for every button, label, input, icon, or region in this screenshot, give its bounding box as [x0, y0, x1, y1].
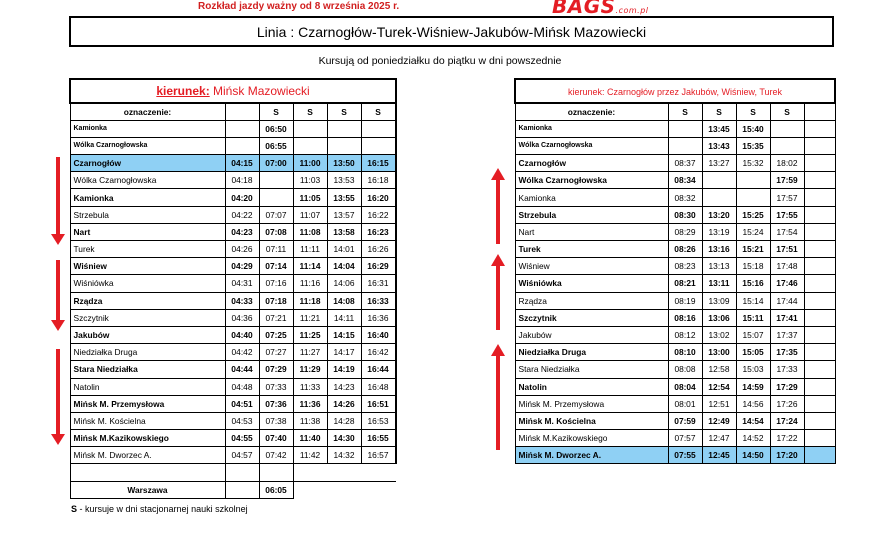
departure-time: 17:41 [770, 309, 804, 326]
stop-name: Wólka Czarnogłowska [515, 172, 668, 189]
departure-time: 14:15 [327, 326, 361, 343]
stop-name: Wiśniówka [515, 275, 668, 292]
departure-time: 17:24 [770, 412, 804, 429]
departure-time: 13:16 [702, 241, 736, 258]
departure-time: 17:35 [770, 344, 804, 361]
stop-name: Kamionka [70, 120, 225, 137]
stop-name: Mińsk M. Dworzec A. [70, 447, 225, 464]
departure-time: 07:21 [259, 309, 293, 326]
stop-name: Szczytnik [70, 309, 225, 326]
designation-cell: S [770, 103, 804, 120]
brand-domain: .com.pl [615, 6, 649, 15]
stop-name: Kamionka [515, 120, 668, 137]
footnote-text: - kursuje w dni stacjonarnej nauki szkolnej [77, 504, 248, 514]
departure-time: 08:23 [668, 258, 702, 275]
departure-time: 16:44 [361, 361, 395, 378]
departure-time: 04:33 [225, 292, 259, 309]
departure-time: 17:51 [770, 241, 804, 258]
stop-name: Stara Niedziałka [70, 361, 225, 378]
departure-time: 08:32 [668, 189, 702, 206]
departure-time: 17:33 [770, 361, 804, 378]
departure-time: 12:54 [702, 378, 736, 395]
arrow-up-icon [491, 254, 505, 330]
departure-time: 07:29 [259, 361, 293, 378]
stop-name: Turek [70, 241, 225, 258]
departure-time: 17:26 [770, 395, 804, 412]
departure-time: 13:53 [327, 172, 361, 189]
departure-time: 04:44 [225, 361, 259, 378]
departure-time: 16:18 [361, 172, 395, 189]
stop-name: Stara Niedziałka [515, 361, 668, 378]
departure-time: 13:00 [702, 344, 736, 361]
departure-time: 08:29 [668, 223, 702, 240]
departure-time: 11:03 [293, 172, 327, 189]
departure-time: 07:27 [259, 344, 293, 361]
departure-time: 14:26 [327, 395, 361, 412]
departure-time: 13:20 [702, 206, 736, 223]
designation-cell: S [668, 103, 702, 120]
departure-time: 16:15 [361, 155, 395, 172]
departure-time: 11:00 [293, 155, 327, 172]
stop-name: Mińsk M. Dworzec A. [515, 447, 668, 464]
designation-label: oznaczenie: [515, 103, 668, 120]
stop-name: Czarnogłów [70, 155, 225, 172]
departure-time: 16:31 [361, 275, 395, 292]
departure-time: 17:20 [770, 447, 804, 464]
stop-name: Wólka Czarnogłowska [70, 172, 225, 189]
stop-name: Niedziałka Druga [70, 344, 225, 361]
validity-note: Rozkład jazdy ważny od 8 września 2025 r. [198, 1, 400, 12]
direction-text: kierunek: Czarnogłów przez Jakubów, Wiśniew, Turek [567, 87, 783, 97]
departure-time: 11:36 [293, 395, 327, 412]
departure-time: 16:33 [361, 292, 395, 309]
stop-name: Warszawa [70, 481, 225, 498]
departure-time: 15:14 [736, 292, 770, 309]
departure-time: 17:59 [770, 172, 804, 189]
departure-time: 07:33 [259, 378, 293, 395]
stop-name: Mińsk M.Kazikowskiego [70, 430, 225, 447]
departure-time: 07:36 [259, 395, 293, 412]
departure-time: 17:55 [770, 206, 804, 223]
brand-name: BAGS [552, 0, 616, 18]
arrow-down-icon [51, 349, 65, 445]
departure-time: 07:00 [259, 155, 293, 172]
departure-time: 04:48 [225, 378, 259, 395]
departure-time: 14:54 [736, 412, 770, 429]
stop-name: Niedziałka Druga [515, 344, 668, 361]
departure-time: 13:55 [327, 189, 361, 206]
departure-time: 13:58 [327, 223, 361, 240]
designation-label: oznaczenie: [70, 103, 225, 120]
stop-name: Wiśniówka [70, 275, 225, 292]
departure-time: 14:17 [327, 344, 361, 361]
departure-time: 08:19 [668, 292, 702, 309]
departure-time: 14:50 [736, 447, 770, 464]
departure-time: 14:28 [327, 412, 361, 429]
departure-time: 13:19 [702, 223, 736, 240]
stop-name: Jakubów [70, 326, 225, 343]
departure-time: 15:18 [736, 258, 770, 275]
departure-time: 17:46 [770, 275, 804, 292]
departure-time: 16:57 [361, 447, 395, 464]
stop-name: Nart [70, 223, 225, 240]
departure-time: 04:42 [225, 344, 259, 361]
departure-time: 14:19 [327, 361, 361, 378]
departure-time: 04:23 [225, 223, 259, 240]
departure-time: 11:11 [293, 241, 327, 258]
departure-time: 07:40 [259, 430, 293, 447]
designation-cell: S [736, 103, 770, 120]
departure-time: 07:16 [259, 275, 293, 292]
departure-time: 08:34 [668, 172, 702, 189]
departure-time: 07:59 [668, 412, 702, 429]
departure-time: 11:05 [293, 189, 327, 206]
departure-time: 04:18 [225, 172, 259, 189]
departure-time: 14:59 [736, 378, 770, 395]
departure-time: 04:31 [225, 275, 259, 292]
arrow-down-icon [51, 157, 65, 245]
designation-cell: S [361, 103, 395, 120]
service-days: Kursują od poniedziałku do piątku w dni powszednie [318, 55, 562, 67]
stop-name: Wiśniew [70, 258, 225, 275]
departure-time: 15:40 [736, 120, 770, 137]
departure-time: 12:51 [702, 395, 736, 412]
departure-time: 08:26 [668, 241, 702, 258]
departure-time: 14:04 [327, 258, 361, 275]
departure-time: 13:45 [702, 120, 736, 137]
departure-time: 07:11 [259, 241, 293, 258]
departure-time: 14:32 [327, 447, 361, 464]
stop-name: Wiśniew [515, 258, 668, 275]
stop-name: Turek [515, 241, 668, 258]
departure-time: 15:11 [736, 309, 770, 326]
stop-name: Natolin [515, 378, 668, 395]
departure-time: 13:57 [327, 206, 361, 223]
departure-time: 15:24 [736, 223, 770, 240]
stop-name: Rządza [70, 292, 225, 309]
departure-time: 14:06 [327, 275, 361, 292]
departure-time: 14:01 [327, 241, 361, 258]
departure-time: 15:21 [736, 241, 770, 258]
departure-time: 04:57 [225, 447, 259, 464]
departure-time: 12:49 [702, 412, 736, 429]
stop-name: Strzebula [515, 206, 668, 223]
departure-time: 17:29 [770, 378, 804, 395]
departure-time: 15:25 [736, 206, 770, 223]
departure-time: 08:30 [668, 206, 702, 223]
departure-time: 11:29 [293, 361, 327, 378]
departure-time: 13:27 [702, 155, 736, 172]
footnote-symbol: S [71, 504, 78, 514]
departure-time: 04:40 [225, 326, 259, 343]
stop-name: Wólka Czarnogłowska [70, 137, 225, 154]
departure-time: 11:14 [293, 258, 327, 275]
departure-time: 17:48 [770, 258, 804, 275]
stop-name: Wólka Czarnogłowska [515, 137, 668, 154]
departure-time: 12:45 [702, 447, 736, 464]
arrow-up-icon [491, 168, 505, 244]
departure-time: 04:20 [225, 189, 259, 206]
departure-time: 16:20 [361, 189, 395, 206]
departure-time: 11:07 [293, 206, 327, 223]
departure-time: 07:18 [259, 292, 293, 309]
departure-time: 11:38 [293, 412, 327, 429]
departure-time: 04:29 [225, 258, 259, 275]
departure-time: 11:27 [293, 344, 327, 361]
departure-time: 17:22 [770, 430, 804, 447]
departure-time: 04:55 [225, 430, 259, 447]
stop-name: Mińsk M. Kościelna [515, 412, 668, 429]
departure-time: 15:03 [736, 361, 770, 378]
departure-time: 13:09 [702, 292, 736, 309]
departure-time: 07:38 [259, 412, 293, 429]
departure-time: 06:05 [259, 481, 293, 498]
departure-time: 08:21 [668, 275, 702, 292]
departure-time: 08:08 [668, 361, 702, 378]
departure-time: 13:50 [327, 155, 361, 172]
departure-time: 04:53 [225, 412, 259, 429]
departure-time: 08:37 [668, 155, 702, 172]
departure-time: 14:08 [327, 292, 361, 309]
departure-time: 14:11 [327, 309, 361, 326]
departure-time: 15:07 [736, 326, 770, 343]
stop-name: Rządza [515, 292, 668, 309]
arrow-down-icon [51, 260, 65, 331]
direction-value: Mińsk Mazowiecki [209, 84, 310, 98]
departure-time: 07:07 [259, 206, 293, 223]
departure-time: 11:16 [293, 275, 327, 292]
departure-time: 06:55 [259, 137, 293, 154]
departure-time: 11:40 [293, 430, 327, 447]
departure-time: 16:53 [361, 412, 395, 429]
departure-time: 07:08 [259, 223, 293, 240]
line-title: Linia : Czarnogłów-Turek-Wiśniew-Jakubów-Mińsk Mazowiecki [69, 16, 834, 47]
departure-time: 07:57 [668, 430, 702, 447]
stop-name: Mińsk M. Przemysłowa [515, 395, 668, 412]
departure-time: 15:05 [736, 344, 770, 361]
departure-time: 12:58 [702, 361, 736, 378]
departure-time: 17:44 [770, 292, 804, 309]
departure-time: 11:33 [293, 378, 327, 395]
departure-time: 08:12 [668, 326, 702, 343]
departure-time: 16:26 [361, 241, 395, 258]
stop-name: Jakubów [515, 326, 668, 343]
departure-time: 06:50 [259, 120, 293, 137]
stop-name: Kamionka [515, 189, 668, 206]
departure-time: 04:51 [225, 395, 259, 412]
departure-time: 07:42 [259, 447, 293, 464]
departure-time: 08:10 [668, 344, 702, 361]
arrow-up-icon [491, 344, 505, 450]
departure-time: 16:55 [361, 430, 395, 447]
departure-time: 13:43 [702, 137, 736, 154]
stop-name: Natolin [70, 378, 225, 395]
stop-name: Nart [515, 223, 668, 240]
departure-time: 17:37 [770, 326, 804, 343]
stop-name: Mińsk M. Kościelna [70, 412, 225, 429]
departure-time: 15:32 [736, 155, 770, 172]
departure-time: 04:22 [225, 206, 259, 223]
departure-time: 17:54 [770, 223, 804, 240]
departure-time: 13:06 [702, 309, 736, 326]
departure-time: 04:36 [225, 309, 259, 326]
stop-name: Czarnogłów [515, 155, 668, 172]
designation-cell: S [327, 103, 361, 120]
departure-time: 16:23 [361, 223, 395, 240]
designation-cell: S [702, 103, 736, 120]
departure-time: 04:15 [225, 155, 259, 172]
departure-time: 16:22 [361, 206, 395, 223]
departure-time: 11:08 [293, 223, 327, 240]
departure-time: 08:16 [668, 309, 702, 326]
departure-time: 14:56 [736, 395, 770, 412]
designation-cell: S [293, 103, 327, 120]
departure-time: 14:23 [327, 378, 361, 395]
departure-time: 15:16 [736, 275, 770, 292]
departure-time: 11:25 [293, 326, 327, 343]
departure-time: 15:35 [736, 137, 770, 154]
departure-time: 18:02 [770, 155, 804, 172]
departure-time: 13:11 [702, 275, 736, 292]
departure-time: 16:40 [361, 326, 395, 343]
departure-time: 07:25 [259, 326, 293, 343]
designation-cell: S [259, 103, 293, 120]
stop-name: Mińsk M. Przemysłowa [70, 395, 225, 412]
departure-time: 16:51 [361, 395, 395, 412]
departure-time: 17:57 [770, 189, 804, 206]
departure-time: 14:52 [736, 430, 770, 447]
departure-time: 08:01 [668, 395, 702, 412]
departure-time: 11:18 [293, 292, 327, 309]
stop-name: Szczytnik [515, 309, 668, 326]
departure-time: 16:42 [361, 344, 395, 361]
departure-time: 08:04 [668, 378, 702, 395]
departure-time: 11:21 [293, 309, 327, 326]
departure-time: 11:42 [293, 447, 327, 464]
departure-time: 13:13 [702, 258, 736, 275]
departure-time: 07:55 [668, 447, 702, 464]
direction-label: kierunek: [156, 84, 210, 98]
departure-time: 04:26 [225, 241, 259, 258]
departure-time: 14:30 [327, 430, 361, 447]
stop-name: Kamionka [70, 189, 225, 206]
departure-time: 07:14 [259, 258, 293, 275]
departure-time: 16:48 [361, 378, 395, 395]
departure-time: 16:36 [361, 309, 395, 326]
stop-name: Mińsk M.Kazikowskiego [515, 430, 668, 447]
departure-time: 13:02 [702, 326, 736, 343]
stop-name: Strzebula [70, 206, 225, 223]
departure-time: 16:29 [361, 258, 395, 275]
departure-time: 12:47 [702, 430, 736, 447]
